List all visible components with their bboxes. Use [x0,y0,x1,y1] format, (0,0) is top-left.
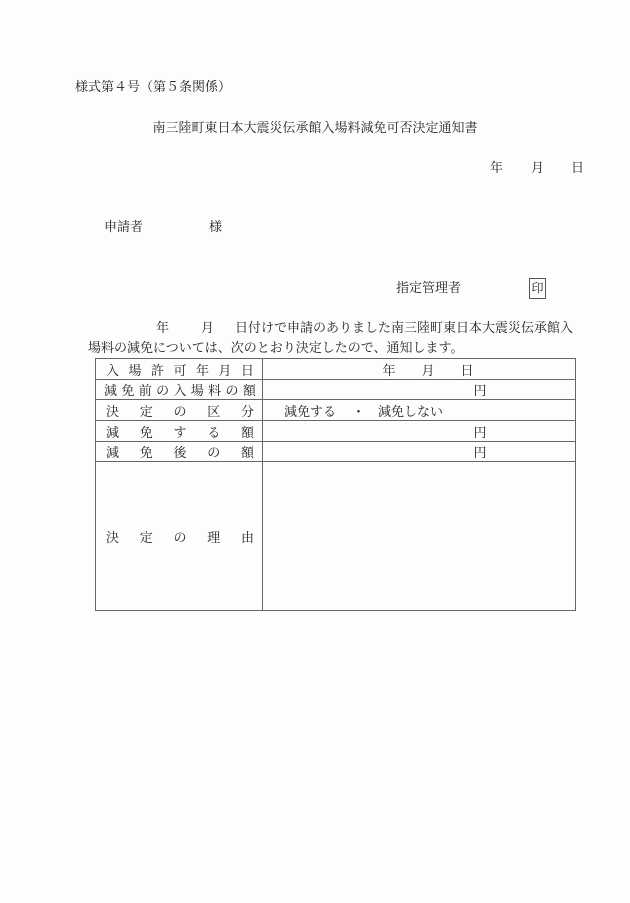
label-char: 可 [173,363,187,379]
option-separator: ・ [352,404,366,420]
table-label-cell [96,400,263,420]
label-char: 場 [128,363,142,379]
admission-month-label: 月 [421,363,435,379]
table-label-cell [96,442,263,461]
table-row-decision-category [96,400,575,421]
table-row-reduction-amount [96,421,575,442]
label-char: 料 [208,384,222,399]
decision-table [95,358,576,611]
reduction-amount-field[interactable] [263,421,575,441]
body-month-label: 月 [201,321,215,336]
label-char: 減 [104,384,118,399]
admission-year-label: 年 [382,363,396,379]
admission-day-label: 日 [460,363,474,379]
seal-stamp-box: 印 [529,278,546,299]
body-text-line2: 場料の減免については、次のとおり決定したので、通知します。 [88,341,464,356]
label-amount-after [106,442,254,461]
label-char: 免 [139,446,153,461]
label-char: 減 [106,446,120,461]
label-char: 前 [138,384,152,399]
body-year-label: 年 [156,321,170,336]
label-char: 免 [121,384,135,399]
label-char: の [225,384,239,399]
table-row-amount-after [96,442,575,462]
label-char: 日 [240,363,254,379]
issue-date-day-label: 日 [571,161,585,176]
label-char: 免 [139,425,153,441]
table-label-cell [96,462,263,610]
label-char: 定 [139,404,153,420]
designated-manager-label: 指定管理者 [396,281,462,296]
label-char: 由 [240,530,254,546]
label-char: 理 [207,530,221,546]
label-decision-category [106,401,254,420]
label-char: 分 [240,404,254,420]
label-char: 額 [240,425,254,441]
table-row-admission-date [96,359,575,380]
label-reduction-amount [106,422,254,441]
label-char: 額 [242,384,256,399]
yen-unit: 円 [473,446,487,461]
label-char: 定 [139,530,153,546]
body-text-line1: 日付けで申請のありました南三陸町東日本大震災伝承館入 [235,321,574,336]
label-char: 場 [190,384,204,399]
table-row-decision-reason [96,462,575,610]
label-char: 区 [207,404,221,420]
label-char: の [173,530,187,546]
label-char: 年 [195,363,209,379]
label-char: 決 [106,530,120,546]
applicant-label: 申請者 [104,220,144,235]
label-fee-before [104,380,256,399]
issue-date-month-label: 月 [531,161,545,176]
label-char: 入 [173,384,187,399]
table-label-cell [96,380,263,399]
label-admission-date [106,360,254,379]
admission-date-field[interactable] [263,359,575,379]
label-char: 入 [106,363,120,379]
decision-choice-field [263,400,575,420]
honorific-label: 様 [209,220,223,235]
table-label-cell [96,421,263,441]
document-title: 南三陸町東日本大震災伝承館入場料減免可否決定通知書 [152,121,478,136]
label-decision-reason [106,527,254,546]
option-no-reduce[interactable]: 減免しない [378,404,444,420]
label-char: の [156,384,170,399]
label-char: の [207,446,221,461]
fee-before-field[interactable] [263,380,575,399]
issue-date-year-label: 年 [490,161,504,176]
label-char: 許 [150,363,164,379]
form-number: 様式第４号（第５条関係） [75,80,232,95]
label-char: 後 [173,446,187,461]
label-char: 決 [106,404,120,420]
label-char: る [207,425,221,441]
option-reduce[interactable]: 減免する [284,404,337,420]
label-char: 月 [218,363,232,379]
label-char: の [173,404,187,420]
yen-unit: 円 [473,384,487,399]
amount-after-field[interactable] [263,442,575,461]
yen-unit: 円 [473,425,487,441]
label-char: 減 [106,425,120,441]
table-row-fee-before [96,380,575,400]
table-label-cell [96,359,263,379]
label-char: 額 [240,446,254,461]
label-char: す [173,425,187,441]
decision-reason-field[interactable] [263,462,575,610]
